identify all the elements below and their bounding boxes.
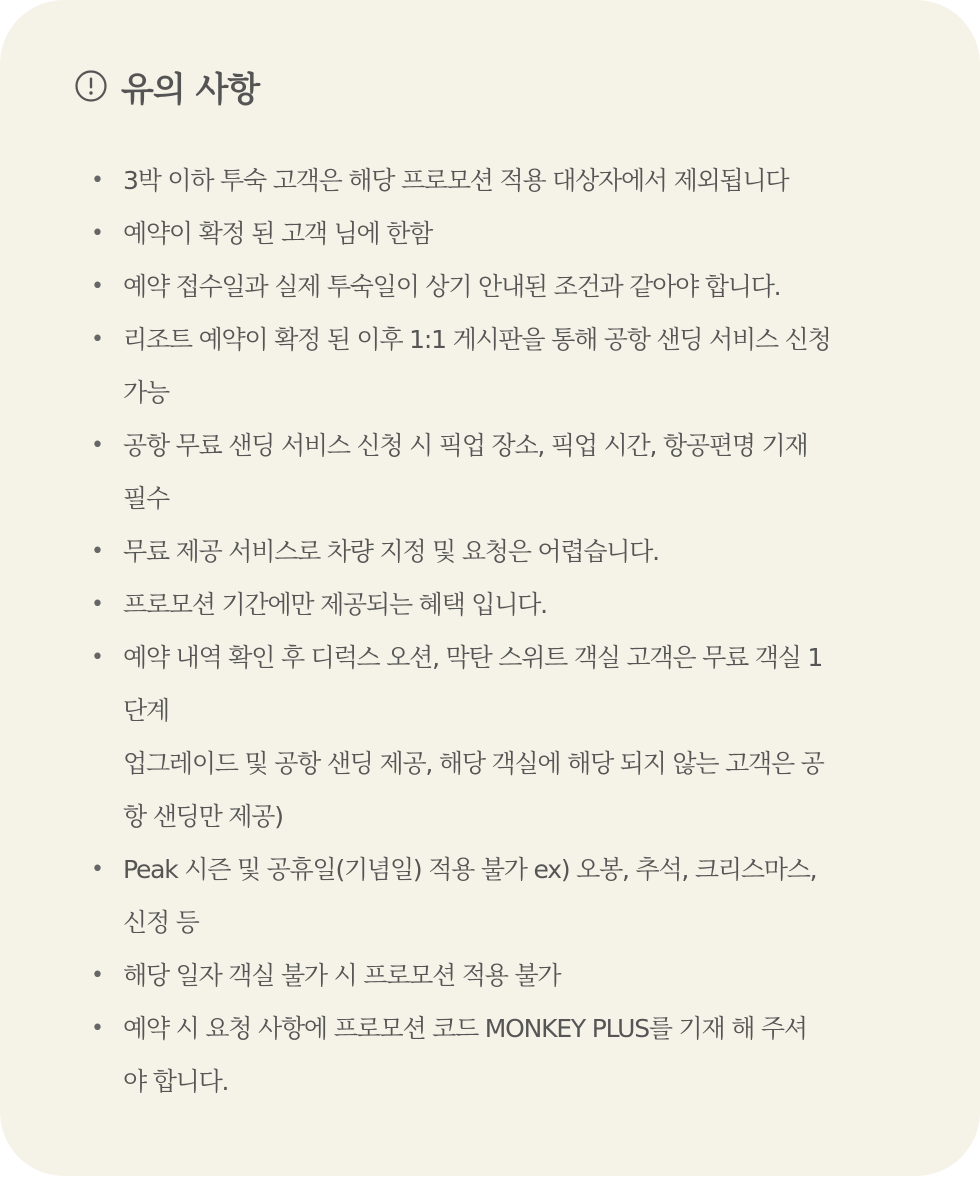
list-item-text: 공항 무료 샌딩 서비스 신청 시 픽업 장소, 픽업 시간, 항공편명 기재 xyxy=(123,431,808,460)
list-item-text: 3박 이하 투숙 고객은 해당 프로모션 적용 대상자에서 제외됩니다 xyxy=(123,166,789,195)
list-item-text: 예약 시 요청 사항에 프로모션 코드 MONKEY PLUS를 기재 해 주셔 xyxy=(123,1014,807,1043)
list-item-text: 업그레이드 및 공항 샌딩 제공, 해당 객실에 해당 되지 않는 고객은 공 xyxy=(123,749,824,778)
bullet-icon: • xyxy=(91,645,103,670)
exclamation-circle-icon xyxy=(75,70,107,102)
list-item-text: 예약 접수일과 실제 투숙일이 상기 안내된 조건과 같아야 합니다. xyxy=(123,272,781,301)
notice-list xyxy=(75,154,888,1108)
list-item xyxy=(75,843,888,949)
list-item xyxy=(75,949,888,1002)
list-item xyxy=(75,207,888,260)
bullet-icon: • xyxy=(91,592,103,617)
bullet-icon: • xyxy=(91,274,103,299)
list-item-text: 가능 xyxy=(123,378,169,407)
list-item xyxy=(75,313,888,419)
bullet-icon: • xyxy=(91,857,103,882)
list-item-text: 야 합니다. xyxy=(123,1067,229,1096)
bullet-icon: • xyxy=(91,168,103,193)
bullet-icon: • xyxy=(91,221,103,246)
list-item-text: 예약이 확정 된 고객 님에 한함 xyxy=(123,219,433,248)
bullet-icon: • xyxy=(91,963,103,988)
list-item xyxy=(75,260,888,313)
list-item xyxy=(75,154,888,207)
list-item-text: 해당 일자 객실 불가 시 프로모션 적용 불가 xyxy=(123,961,561,990)
list-item xyxy=(75,525,888,578)
page-title: 유의 사항 xyxy=(121,69,260,110)
list-item-text: 리조트 예약이 확정 된 이후 1:1 게시판을 통해 공항 샌딩 서비스 신청 xyxy=(123,325,831,354)
bullet-icon: • xyxy=(91,433,103,458)
list-item-text: 무료 제공 서비스로 차량 지정 및 요청은 어렵습니다. xyxy=(123,537,659,566)
list-item-text: 예약 내역 확인 후 디럭스 오션, 막탄 스위트 객실 고객은 무료 객실 1 xyxy=(123,643,823,672)
notice-header xyxy=(75,60,888,112)
bullet-icon: • xyxy=(91,1016,103,1041)
list-item xyxy=(75,419,888,525)
list-item-text: 프로모션 기간에만 제공되는 혜택 입니다. xyxy=(123,590,547,619)
bullet-icon: • xyxy=(91,539,103,564)
list-item xyxy=(75,631,888,843)
list-item-text: 항 샌딩만 제공) xyxy=(123,802,283,831)
bullet-icon: • xyxy=(91,327,103,352)
list-item xyxy=(75,578,888,631)
list-item-text: 필수 xyxy=(123,484,169,513)
list-item-text: Peak 시즌 및 공휴일(기념일) 적용 불가 ex) 오봉, 추석, 크리스마스, xyxy=(123,855,817,884)
list-item xyxy=(75,1002,888,1108)
list-item-text: 단계 xyxy=(123,696,169,725)
list-item-text: 신정 등 xyxy=(123,908,199,937)
